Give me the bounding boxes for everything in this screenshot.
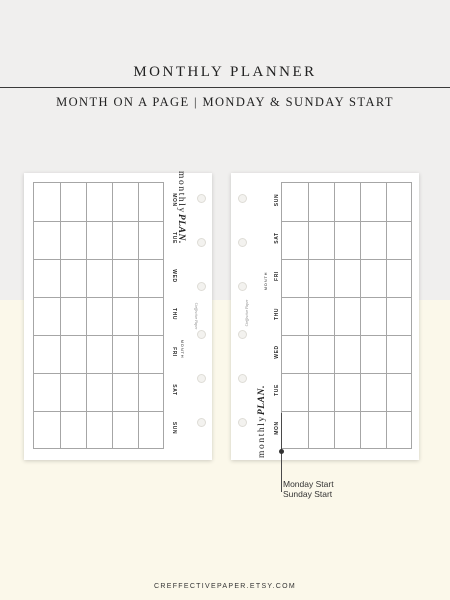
ring-hole — [238, 282, 247, 291]
ring-hole — [197, 374, 206, 383]
day-label-wed: WED — [171, 269, 177, 283]
brand-logo: Creffective Paper — [194, 302, 198, 330]
shop-url: CREFFECTIVEPAPER.ETSY.COM — [154, 583, 296, 590]
ring-hole — [238, 194, 247, 203]
planner-page-sunday-start — [231, 173, 419, 460]
page-subtitle: MONTH ON A PAGE | MONDAY & SUNDAY START — [56, 95, 394, 109]
brand-word-plan: PLAN. — [257, 384, 267, 416]
callout-dot — [279, 449, 284, 454]
day-label-sat: SAT — [274, 232, 280, 244]
day-label-mon: MON — [171, 193, 177, 207]
day-label-fri: FRI — [171, 347, 177, 357]
ring-hole — [197, 330, 206, 339]
brand-logo: Creffective Paper — [245, 299, 249, 327]
brand-word-plan: PLAN. — [176, 213, 186, 245]
callout-monday-start: Monday Start — [283, 479, 334, 489]
month-label: MONTH — [263, 271, 268, 291]
month-label: MONTH — [180, 339, 185, 359]
day-label-fri: FRI — [274, 271, 280, 281]
ring-hole — [238, 238, 247, 247]
title-divider — [0, 87, 450, 88]
ring-hole — [197, 418, 206, 427]
callout-sunday-start: Sunday Start — [283, 489, 333, 499]
day-label-thu: THU — [274, 307, 280, 321]
ring-hole — [238, 418, 247, 427]
calendar-grid — [33, 182, 164, 449]
page-title: MONTHLY PLANNER — [133, 64, 317, 80]
day-label-sun: SUN — [274, 193, 280, 207]
day-label-tue: TUE — [274, 384, 280, 396]
ring-hole — [197, 282, 206, 291]
brand-word-monthly: monthly — [257, 415, 267, 458]
brand-monthly-plan — [250, 378, 270, 458]
day-label-tue: TUE — [171, 232, 177, 244]
day-label-mon: MON — [274, 421, 280, 435]
day-label-thu: THU — [171, 307, 177, 321]
day-label-sun: SUN — [171, 421, 177, 435]
ring-hole — [238, 374, 247, 383]
planner-page-monday-start — [24, 173, 212, 460]
calendar-grid — [281, 182, 412, 449]
ring-hole — [197, 194, 206, 203]
ring-hole — [197, 238, 206, 247]
day-label-wed: WED — [274, 345, 280, 359]
day-label-sat: SAT — [171, 384, 177, 396]
brand-monthly-plan — [173, 171, 193, 251]
brand-word-monthly: monthly — [176, 171, 186, 214]
